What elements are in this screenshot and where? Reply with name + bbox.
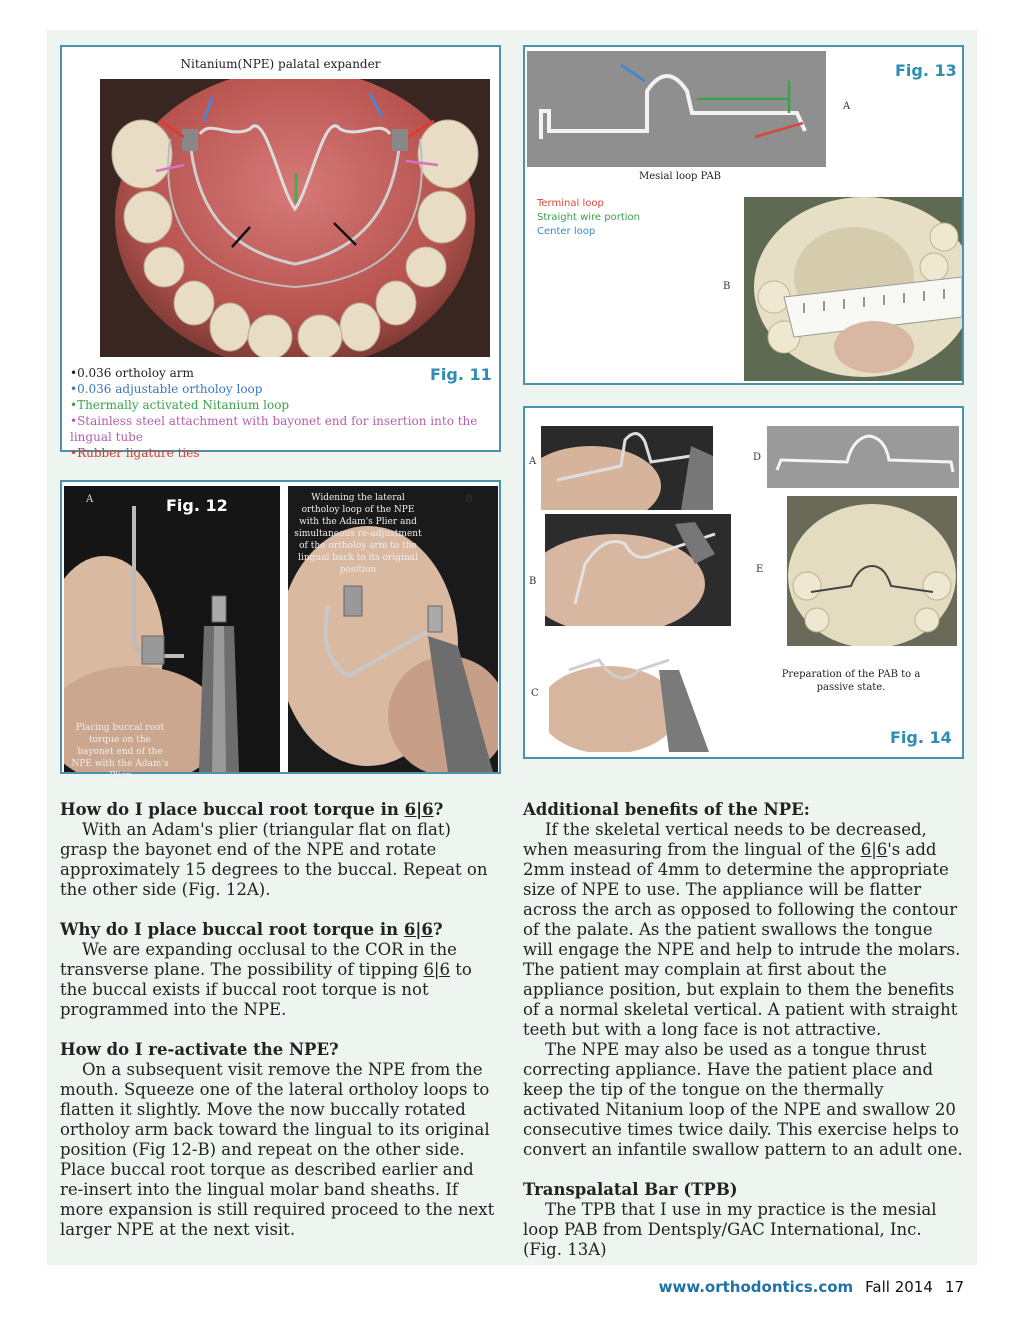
figure-12 bbox=[60, 480, 501, 781]
fig13-letter-a: A bbox=[843, 101, 851, 112]
heading-text: Why do I place buccal root torque in bbox=[60, 920, 404, 939]
teeth-notation: 6|6 bbox=[423, 960, 450, 979]
paragraph-text: We are expanding occlusal to the COR in the transverse plane. The possibility of tipping bbox=[60, 940, 457, 979]
fig14b-photo-svg bbox=[545, 514, 731, 626]
fig14b-photo bbox=[545, 514, 731, 626]
fig14-label: Fig. 14 bbox=[890, 728, 952, 747]
paragraph-why-torque bbox=[60, 940, 502, 1020]
legend-item: •0.036 ortholoy arm bbox=[70, 366, 194, 380]
paragraph-tongue-thrust: The NPE may also be used as a tongue thrust correcting appliance. Have the patient place and keep the tip of the tongue on the thermally activated Nitanium loop of the NPE and swallow 20 consecutive times twice daily. This exercise helps to convert an infantile swallow pattern to an adult one. bbox=[523, 1040, 963, 1159]
fig14e-photo-svg bbox=[787, 496, 957, 646]
footer-issue: Fall 2014 bbox=[865, 1278, 933, 1296]
heading-text-end: ? bbox=[433, 800, 444, 819]
page-footer bbox=[659, 1278, 964, 1296]
fig14-letter-d: D bbox=[753, 452, 762, 463]
fig13b-photo-svg bbox=[744, 197, 962, 381]
legend-item: Terminal loop bbox=[537, 198, 604, 209]
heading-place-torque bbox=[60, 800, 502, 820]
fig11-photo-palate bbox=[100, 79, 490, 357]
legend-item: •Thermally activated Nitanium loop bbox=[70, 398, 290, 412]
teeth-notation: 6|6 bbox=[404, 800, 434, 819]
paragraph-place-torque: With an Adam's plier (triangular flat on flat) grasp the bayonet end of the NPE and rotate approximately 15 degrees to the buccal. Repeat on the other side (Fig. 12A). bbox=[60, 820, 488, 899]
fig14e-photo bbox=[787, 496, 957, 646]
left-column bbox=[60, 800, 502, 1240]
figure-13 bbox=[523, 45, 964, 385]
fig14a-photo bbox=[541, 426, 713, 510]
fig13b-photo bbox=[744, 197, 962, 381]
fig13a-photo-svg bbox=[527, 51, 826, 167]
fig14-letter-a: A bbox=[529, 456, 537, 467]
fig14-letter-c: C bbox=[531, 688, 539, 699]
heading-why-torque bbox=[60, 920, 502, 940]
fig14-letter-e: E bbox=[756, 564, 764, 575]
fig12b-caption: Widening the lateral ortholoy loop of the NPE with the Adam's Plier and simultaneous re-adjustment of the ortholoy arm to the lingual back to its original position bbox=[294, 493, 422, 575]
fig14d-photo-svg bbox=[767, 426, 959, 488]
fig14c-photo bbox=[549, 630, 727, 752]
fig14-caption: Preparation of the PAB to a passive state. bbox=[781, 669, 921, 693]
palate-photo-svg bbox=[100, 79, 490, 357]
teeth-notation: 6|6 bbox=[860, 840, 888, 859]
heading-reactivate: How do I re-activate the NPE? bbox=[60, 1040, 339, 1059]
figure-11 bbox=[60, 45, 501, 460]
heading-tpb: Transpalatal Bar (TPB) bbox=[523, 1180, 738, 1199]
fig12-label: Fig. 12 bbox=[166, 496, 228, 515]
paragraph-text: If the skeletal vertical needs to be decreased, when measuring from the lingual of the bbox=[523, 820, 927, 859]
fig13-label: Fig. 13 bbox=[895, 61, 957, 80]
footer-page-number: 17 bbox=[944, 1278, 964, 1296]
legend-item: Straight wire portion bbox=[537, 212, 640, 223]
fig12-letter-a: A bbox=[86, 494, 94, 505]
fig14d-photo bbox=[767, 426, 959, 488]
paragraph-reactivate: On a subsequent visit remove the NPE from the mouth. Squeeze one of the lateral ortholoy loops to flatten it slightly. Move the now buccally rotated ortholoy arm back toward the lingual to its original position (Fig 12-B) and repeat on the other side. Place buccal root torque as described earlier and re-insert into the lingual molar band sheaths. If more expansion is still required proceed to the next larger NPE at the next visit. bbox=[60, 1060, 495, 1239]
fig14a-photo-svg bbox=[541, 426, 713, 510]
fig13-legend bbox=[537, 197, 640, 239]
heading-text: How do I place buccal root torque in bbox=[60, 800, 405, 819]
fig13-caption: Mesial loop PAB bbox=[638, 171, 722, 182]
legend-item: •Stainless steel attachment with bayonet end for insertion into the lingual tube bbox=[70, 414, 478, 444]
fig12a-caption: Placing buccal root torque on the bayonet end of the NPE with the Adam's Plier bbox=[71, 723, 169, 781]
paragraph-text-end: to the buccal exists if buccal root torque is not programmed into the NPE. bbox=[60, 960, 472, 1019]
fig14c-photo-svg bbox=[549, 630, 727, 752]
legend-item: •Rubber ligature ties bbox=[70, 446, 200, 460]
fig12-letter-b: B bbox=[465, 494, 473, 505]
teeth-notation: 6|6 bbox=[403, 920, 433, 939]
paragraph-tpb: The TPB that I use in my practice is the mesial loop PAB from Dentsply/GAC International, Inc. (Fig. 13A) bbox=[523, 1200, 937, 1259]
paragraph-text-end: 's add 2mm instead of 4mm to determine the appropriate size of NPE to use. The appliance will be flatter across the arch as opposed to following the contour of the palate. As the patient swallows the tongue will engage the NPE and help to intrude the molars. The patient may complain at first about the appliance position, but explain to them the benefits of a normal skeletal vertical. A patient with straight teeth but with a long face is not attractive. bbox=[523, 840, 961, 1039]
heading-text-end: ? bbox=[432, 920, 443, 939]
fig13-letter-b: B bbox=[723, 281, 731, 292]
fig11-label: Fig. 11 bbox=[430, 365, 492, 384]
fig11-title: Nitanium(NPE) palatal expander bbox=[180, 57, 381, 71]
fig14-letter-b: B bbox=[529, 576, 537, 587]
figure-14 bbox=[523, 406, 964, 759]
legend-item: Center loop bbox=[537, 226, 596, 237]
footer-url-link[interactable]: www.orthodontics.com bbox=[658, 1278, 854, 1296]
right-column bbox=[523, 800, 963, 1260]
fig13a-photo bbox=[527, 51, 826, 167]
paragraph-skeletal-vertical bbox=[523, 820, 963, 1040]
legend-item: •0.036 adjustable ortholoy loop bbox=[70, 382, 263, 396]
heading-additional-benefits: Additional benefits of the NPE: bbox=[523, 800, 810, 819]
